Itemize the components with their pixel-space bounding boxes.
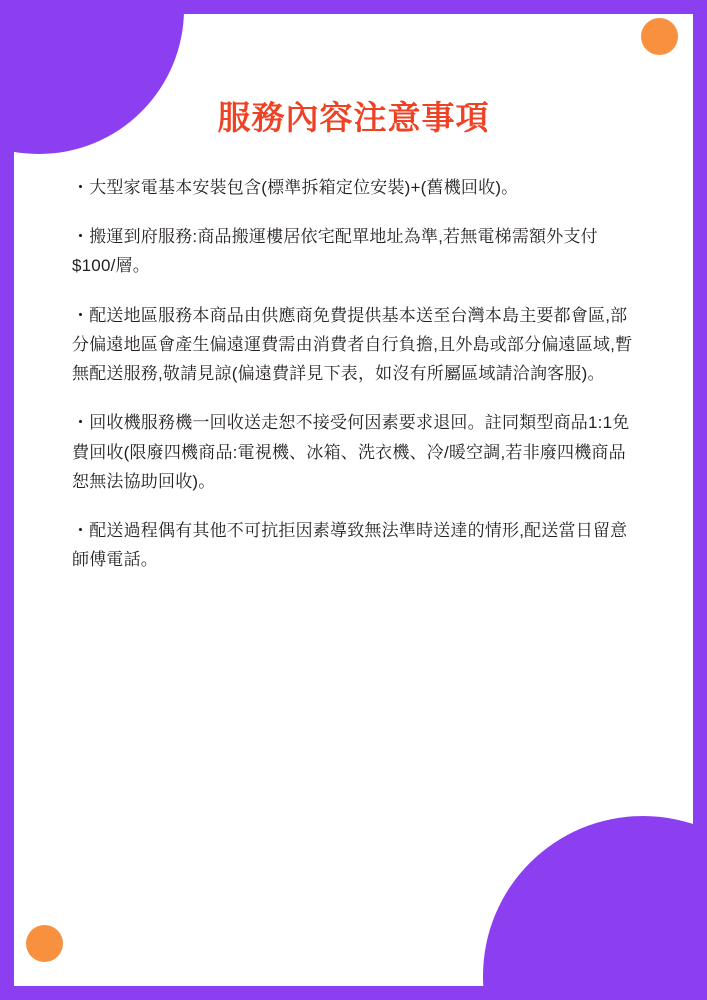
list-item [72,301,635,389]
list-item [72,516,635,574]
list-item [72,408,635,496]
bullet-marker: ・ [72,227,90,247]
bullet-marker: ・ [72,521,90,541]
bullet-marker: ・ [72,305,90,325]
list-item [72,222,635,280]
page-title: 服務內容注意事項 [217,99,490,136]
note-text: 回收機服務機一回收送走恕不接受何因素要求退回。註同類型商品1:1免費回收(限廢四機商品:電視機、冰箱、洗衣機、冷/暖空調,若非廢四機商品恕無法協助回收)。 [72,413,630,491]
note-text: 大型家電基本安裝包含(標準拆箱定位安裝)+(舊機回收)。 [89,178,519,197]
document-content [14,14,693,986]
list-item [72,173,635,202]
notes-list [72,173,635,575]
bullet-marker: ・ [72,413,90,433]
note-text: 配送地區服務本商品由供應商免費提供基本送至台灣本島主要都會區,部分偏遠地區會產生偏遠運費需由消費者自行負擔,且外島或部分偏遠區域,暫無配送服務,敬請見諒(偏遠費詳見下表，如沒有所屬區域請洽詢客服)。 [72,305,633,384]
note-text: 搬運到府服務:商品搬運樓居依宅配單地址為準,若無電梯需額外支付$100/層。 [72,227,598,276]
bullet-marker: ・ [72,178,90,197]
note-text: 配送過程偶有其他不可抗拒因素導致無法準時送達的情形,配送當日留意師傅電話。 [72,521,628,570]
